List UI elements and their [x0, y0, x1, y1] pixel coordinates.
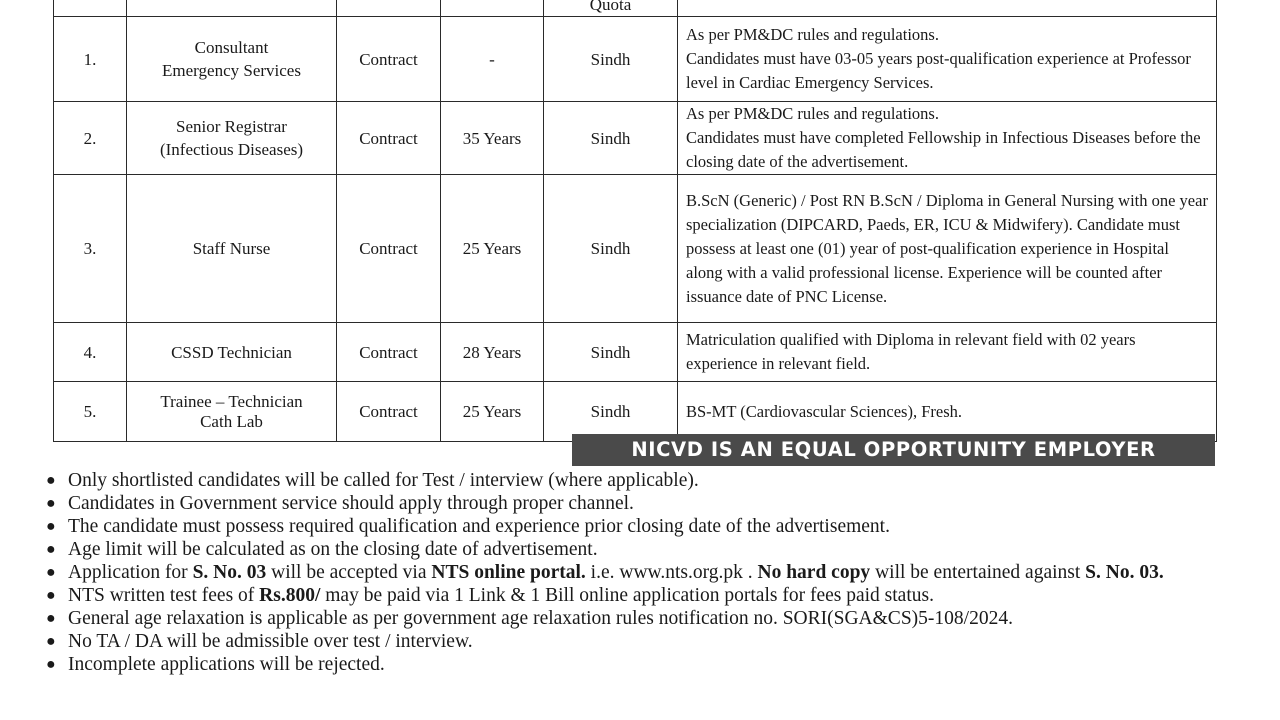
post-name-line: Cath Lab — [200, 411, 263, 431]
post-name — [127, 382, 337, 442]
quota-header-fragment: Quota — [544, 0, 678, 17]
table-row — [54, 17, 1217, 102]
bullet-icon: ● — [46, 610, 56, 627]
post-name-line: Trainee – Technician — [160, 391, 303, 411]
serial-number: 4. — [54, 323, 127, 382]
post-name — [127, 17, 337, 102]
requirement-line: Candidates must have completed Fellowship in Infectious Diseases before the closing date of the advertisement. — [686, 128, 1201, 171]
table-row — [54, 382, 1217, 442]
basis-cell: Contract — [337, 175, 441, 323]
serial-number: 3. — [54, 175, 127, 323]
serial-number: 1. — [54, 17, 127, 102]
post-name — [127, 175, 337, 323]
list-item: ● Age limit will be calculated as on the closing date of advertisement. — [46, 539, 598, 560]
post-name — [127, 102, 337, 175]
basis-cell: Contract — [337, 17, 441, 102]
requirement-line: BS-MT (Cardiovascular Sciences), Fresh. — [686, 401, 963, 421]
vacancy-table — [53, 0, 1217, 442]
age-cell: 25 Years — [441, 382, 544, 442]
requirements-cell — [678, 175, 1217, 323]
quota-cell: Sindh — [544, 382, 678, 442]
bullet-icon: ● — [46, 541, 56, 558]
requirement-line: B.ScN (Generic) / Post RN B.ScN / Diploma in General Nursing with one year specialization (DIPCARD, Paeds, ER, ICU & Midwifery). Candidate must possess at least one (01) year of post-qualification experience in Hospital along with a valid professional license. Experience will be counted after issuance date of PNC License. — [686, 190, 1208, 306]
post-name — [127, 323, 337, 382]
post-name-line: Consultant — [194, 38, 269, 57]
requirements-cell — [678, 102, 1217, 175]
list-item: ● Incomplete applications will be rejected. — [46, 654, 385, 675]
post-name-line: Emergency Services — [162, 61, 301, 80]
list-item: ● Application for S. No. 03 will be accepted via NTS online portal. i.e. www.nts.org.pk . No hard copy will be entertained against S. No. 03. — [46, 562, 1164, 583]
list-item: ● Candidates in Government service should apply through proper channel. — [46, 493, 634, 514]
requirement-line: As per PM&DC rules and regulations. — [686, 25, 939, 44]
post-name-line: (Infectious Diseases) — [159, 140, 304, 159]
list-item: ● General age relaxation is applicable as per government age relaxation rules notification no. SORI(SGA&CS)5-108/2024. — [46, 608, 1013, 629]
quota-cell: Sindh — [544, 323, 678, 382]
basis-cell: Contract — [337, 382, 441, 442]
bullet-icon: ● — [46, 472, 56, 489]
age-cell: 25 Years — [441, 175, 544, 323]
requirements-cell — [678, 323, 1217, 382]
list-item: ● NTS written test fees of Rs.800/ may be paid via 1 Link & 1 Bill online application portals for fees paid status. — [46, 585, 934, 606]
quota-cell: Sindh — [544, 17, 678, 102]
notes-list — [44, 469, 1220, 676]
bullet-icon: ● — [46, 495, 56, 512]
basis-cell: Contract — [337, 323, 441, 382]
quota-cell: Sindh — [544, 175, 678, 323]
serial-number: 2. — [54, 102, 127, 175]
bullet-icon: ● — [46, 633, 56, 650]
table-row — [54, 323, 1217, 382]
requirements-cell — [678, 17, 1217, 102]
table-row — [54, 175, 1217, 323]
quota-cell: Sindh — [544, 102, 678, 175]
bullet-icon: ● — [46, 564, 56, 581]
bullet-icon: ● — [46, 587, 56, 604]
requirement-line: As per PM&DC rules and regulations. — [686, 104, 939, 123]
table-header-row — [54, 0, 1217, 17]
list-item: ● The candidate must possess required qualification and experience prior closing date of the advertisement. — [46, 516, 890, 537]
bullet-icon: ● — [46, 518, 56, 535]
age-cell: - — [441, 17, 544, 102]
post-name-line: Senior Registrar — [176, 117, 287, 136]
requirement-line: Matriculation qualified with Diploma in relevant field with 02 years experience in relevant field. — [686, 330, 1136, 373]
table-row — [54, 102, 1217, 175]
list-item: ● No TA / DA will be admissible over test / interview. — [46, 631, 473, 652]
basis-cell: Contract — [337, 102, 441, 175]
serial-number: 5. — [54, 382, 127, 442]
age-cell: 28 Years — [441, 323, 544, 382]
age-cell: 35 Years — [441, 102, 544, 175]
requirement-line: Candidates must have 03-05 years post-qualification experience at Professor level in Cardiac Emergency Services. — [686, 49, 1191, 92]
requirements-cell — [678, 382, 1217, 442]
post-name-line: CSSD Technician — [171, 342, 292, 362]
list-item: ● Only shortlisted candidates will be called for Test / interview (where applicable). — [46, 470, 699, 491]
bullet-icon: ● — [46, 656, 56, 673]
equal-opportunity-banner: NICVD IS AN EQUAL OPPORTUNITY EMPLOYER — [572, 434, 1215, 466]
post-name-line: Staff Nurse — [192, 239, 271, 258]
